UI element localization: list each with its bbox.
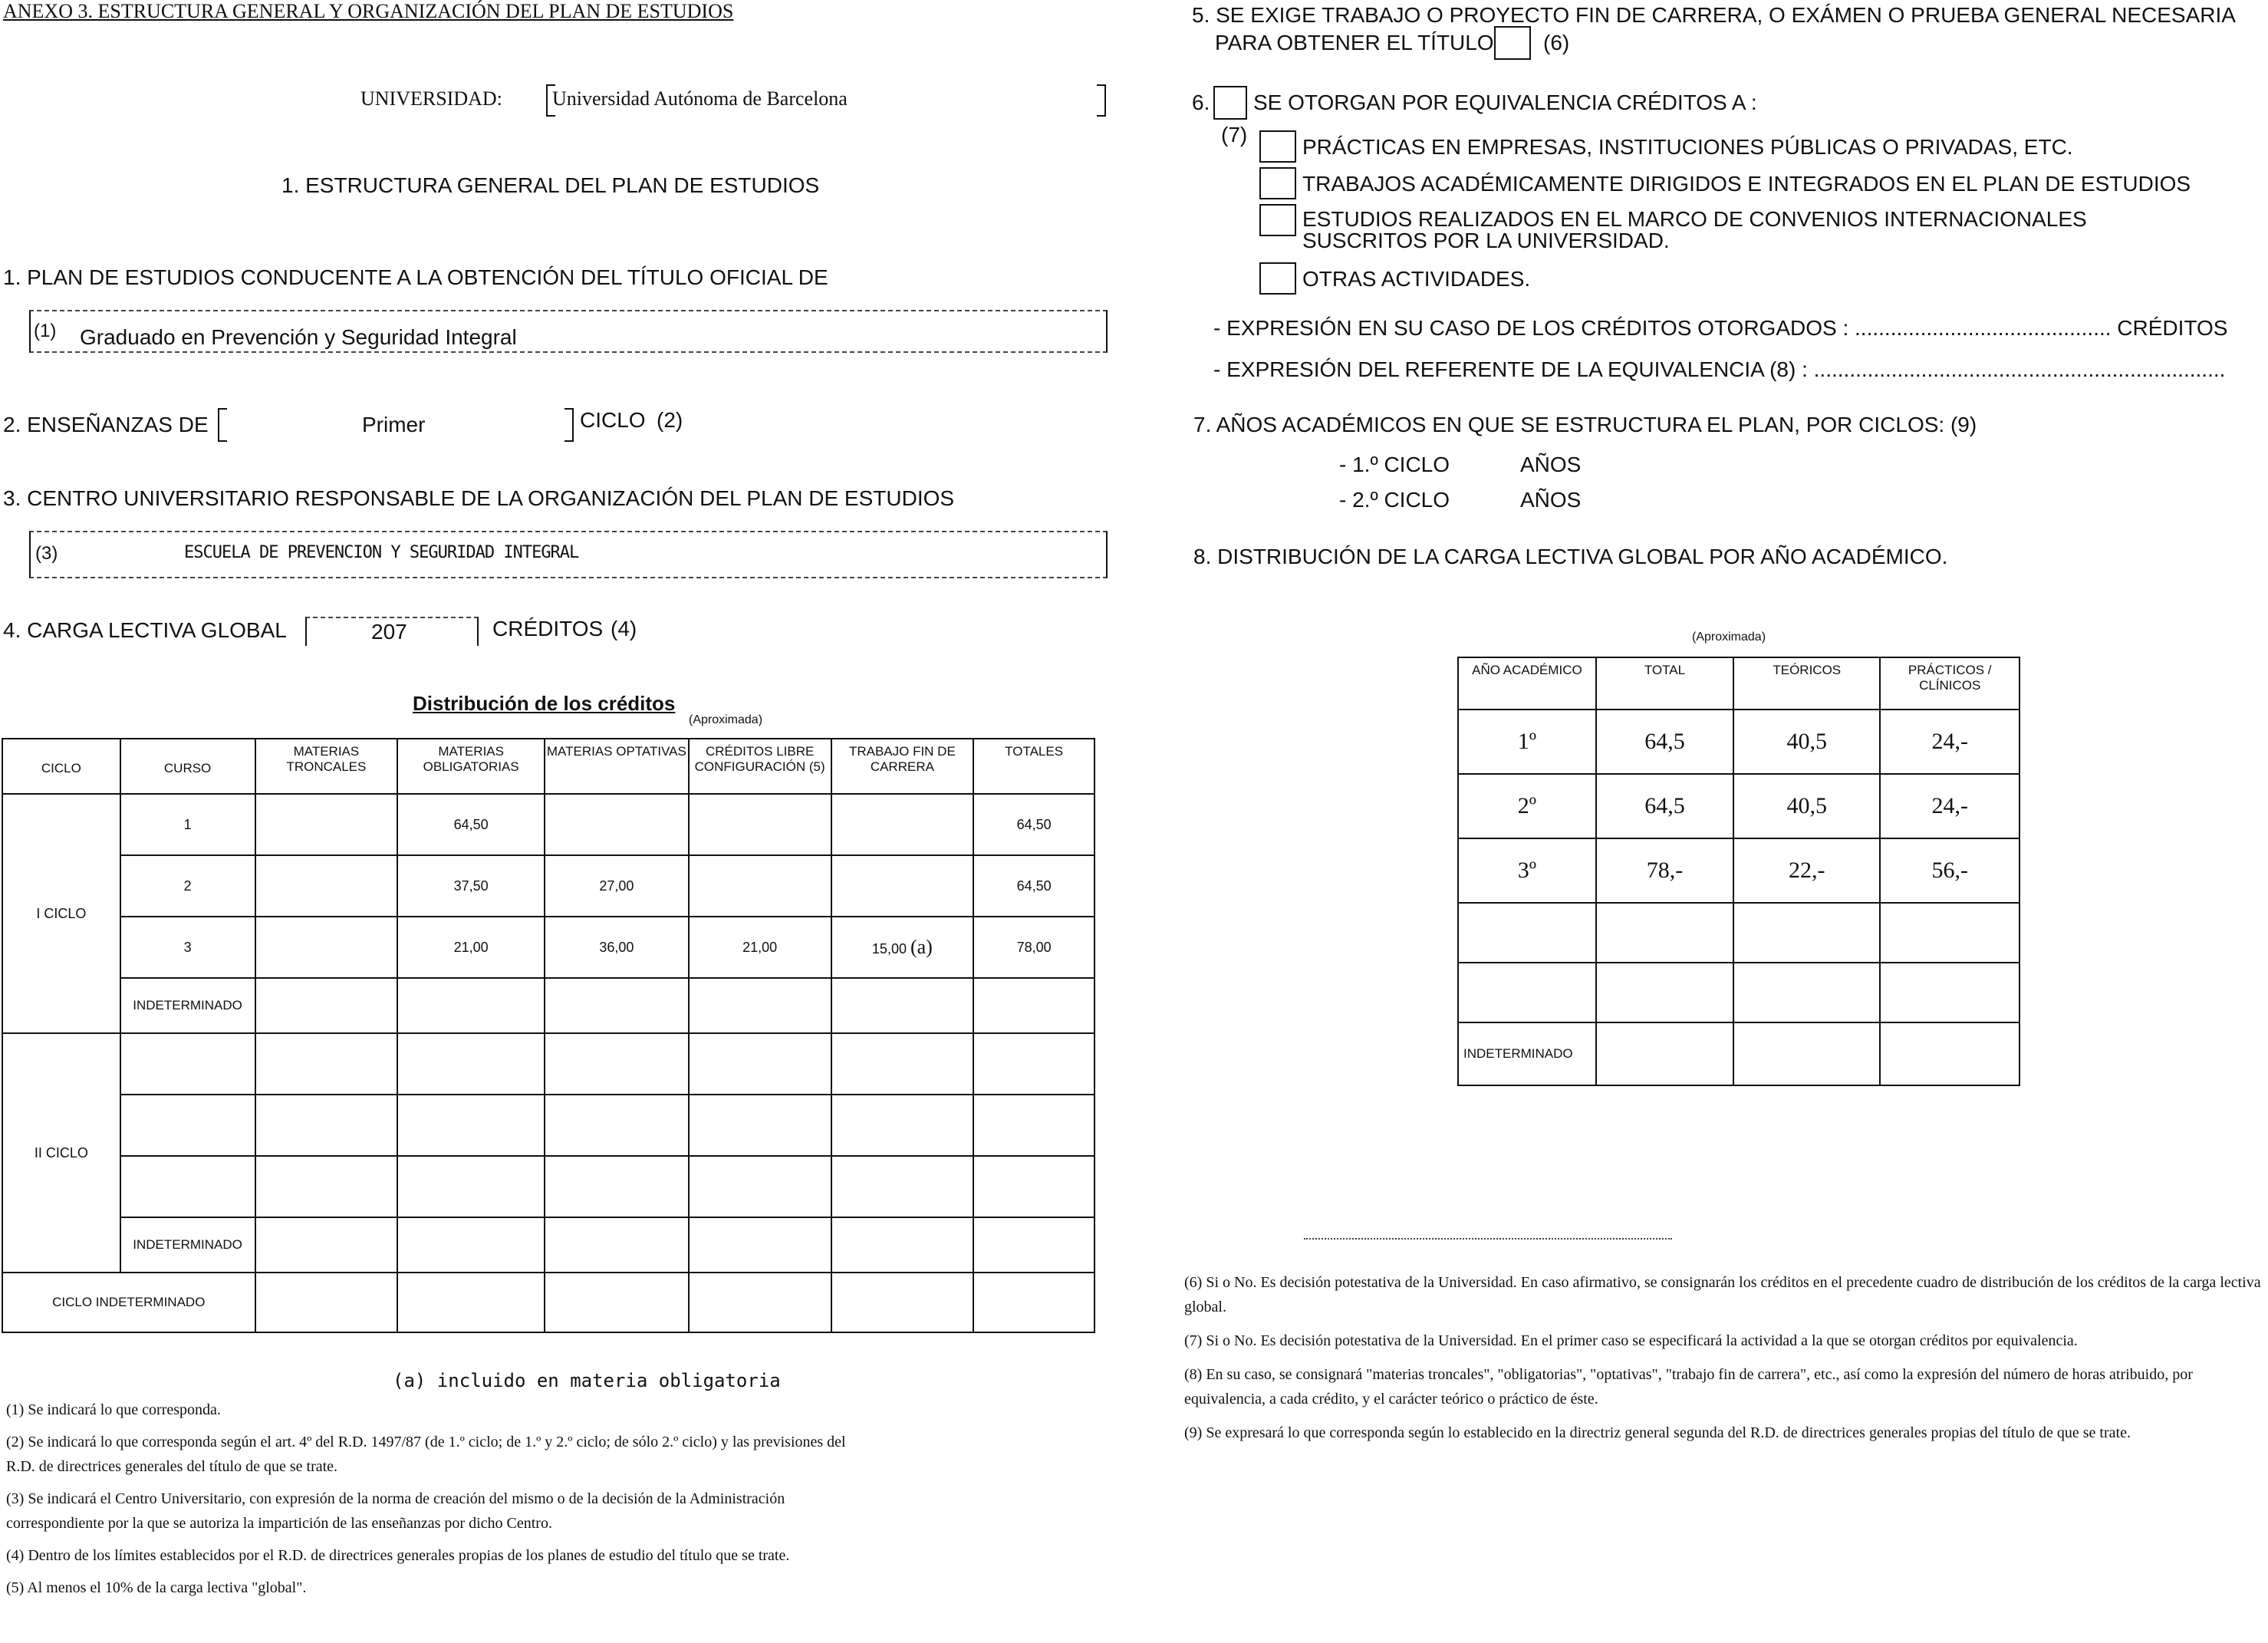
ciclo2-cell: II CICLO (2, 1033, 120, 1273)
divider-line (1304, 1238, 1672, 1240)
expr1: - EXPRESIÓN EN SU CASO DE LOS CRÉDITOS OTORGADOS : ........................................... CRÉDITOS (1213, 316, 2228, 340)
item2-value: Primer (362, 413, 426, 436)
table-row (2, 1033, 1094, 1095)
item5-line2: PARA OBTENER EL TÍTULO (1215, 31, 1494, 54)
item7-label: 7. AÑOS ACADÉMICOS EN QUE SE ESTRUCTURA EL PLAN, POR CICLOS: (9) (1193, 413, 1977, 436)
table-row (1458, 710, 2019, 774)
left-note-3: (3) Se indicará el Centro Universitario, con expresión de la norma de creación del mismo o de la decisión de la Administración correspondiente por la que se autoriza la impartición de las enseñanzas por dicho Centro. (6, 1490, 785, 1532)
trabajo-value: 15,00 (871, 941, 907, 956)
right-note-9: (9) Se expresará lo que corresponda según lo establecido en la directriz general segunda del R.D. de directrices generales propias del título de que se trate. (1184, 1424, 2131, 1441)
right-note-8: (8) En su caso, se consignará "materias troncales", "obligatorias", "optativas", "trabajo fin de carrera", etc., así como la expresión del número de horas atribuido, por equivalencia, a cada crédito, y el carácter teórico o práctico de éste. (1184, 1366, 2193, 1408)
header-libre: CRÉDITOS LIBRE CONFIGURACIÓN (5) (689, 739, 831, 794)
right-note-7: (7) Si o No. Es decisión potestativa de la Universidad. En el primer caso se especificará la actividad a la que se otorgan créditos por equivalencia. (1184, 1332, 2078, 1349)
dist-table-title: Distribución de los créditos (413, 692, 676, 715)
total-cell: 64,5 (1596, 774, 1733, 838)
item5-checkbox[interactable] (1494, 26, 1531, 60)
trabajo-note-mark: (a) (910, 936, 933, 958)
item7-c1: - 1.º CICLO (1339, 453, 1450, 476)
item2-box-right (565, 408, 574, 442)
troncales-cell (255, 855, 398, 917)
item7-c2: - 2.º CICLO (1339, 488, 1450, 512)
university-value: Universidad Autónoma de Barcelona (552, 87, 848, 110)
right-notes (1184, 1270, 2261, 1445)
item3-value: ESCUELA DE PREVENCION Y SEGURIDAD INTEGRAL (184, 543, 579, 562)
ciclo-indet-cell: CICLO INDETERMINADO (2, 1273, 255, 1332)
item4-label: 4. CARGA LECTIVA GLOBAL (3, 618, 287, 642)
header-curso: CURSO (120, 739, 255, 794)
option2-checkbox[interactable] (1259, 167, 1296, 199)
header-total: TOTAL (1596, 657, 1733, 710)
table-row (2, 917, 1094, 978)
table-row (2, 1095, 1094, 1156)
year-cell: 1º (1458, 710, 1596, 774)
header-optativas: MATERIAS OPTATIVAS (545, 739, 689, 794)
header-troncales: MATERIAS TRONCALES (255, 739, 398, 794)
trabajo-cell (831, 794, 974, 855)
item4-ref: (4) (611, 617, 637, 640)
item3-ref: (3) (35, 543, 58, 564)
option3-checkbox[interactable] (1259, 204, 1296, 236)
item7-c1-years: AÑOS (1520, 453, 1582, 476)
left-note-1: (1) Se indicará lo que corresponda. (6, 1401, 221, 1418)
option2-label: TRABAJOS ACADÉMICAMENTE DIRIGIDOS E INTEGRADOS EN EL PLAN DE ESTUDIOS (1302, 172, 2191, 196)
table-row (2, 1273, 1094, 1332)
year-cell: 2º (1458, 774, 1596, 838)
header-ciclo: CICLO (2, 739, 120, 794)
left-notes (6, 1398, 873, 1600)
ciclo1-cell: I CICLO (2, 794, 120, 1033)
header-practicos: PRÁCTICOS / CLÍNICOS (1880, 657, 2019, 710)
libre-cell (689, 855, 831, 917)
header-teoricos: TEÓRICOS (1733, 657, 1880, 710)
dist-header-row (2, 739, 1094, 794)
section-title: 1. ESTRUCTURA GENERAL DEL PLAN DE ESTUDIOS (281, 173, 820, 197)
table-row (1458, 838, 2019, 903)
optativas-cell: 27,00 (545, 855, 689, 917)
table-row (1458, 774, 2019, 838)
item1-label: 1. PLAN DE ESTUDIOS CONDUCENTE A LA OBTENCIÓN DEL TÍTULO OFICIAL DE (3, 265, 828, 289)
teoricos-cell: 40,5 (1733, 774, 1880, 838)
dist-footnote: (a) incluido en materia obligatoria (393, 1370, 781, 1391)
expr2: - EXPRESIÓN DEL REFERENTE DE LA EQUIVALENCIA (8) : ..................................................................... (1213, 357, 2226, 381)
total-cell: 64,5 (1596, 710, 1733, 774)
table-row (1458, 963, 2019, 1022)
optativas-cell: 36,00 (545, 917, 689, 978)
table-row (2, 1156, 1094, 1217)
item3-label: 3. CENTRO UNIVERSITARIO RESPONSABLE DE LA ORGANIZACIÓN DEL PLAN DE ESTUDIOS (3, 486, 955, 510)
table-row (2, 1217, 1094, 1273)
item6-ref: (7) (1221, 123, 1248, 147)
item1-value: Graduado en Prevención y Seguridad Integral (80, 325, 517, 349)
option4-checkbox[interactable] (1259, 262, 1296, 295)
trabajo-cell (831, 855, 974, 917)
header-trabajo: TRABAJO FIN DE CARRERA (831, 739, 974, 794)
option1-label: PRÁCTICAS EN EMPRESAS, INSTITUCIONES PÚBLICAS O PRIVADAS, ETC. (1302, 135, 2073, 159)
obligatorias-cell: 37,50 (397, 855, 545, 917)
totales-cell: 64,50 (973, 855, 1094, 917)
trabajo-cell (831, 917, 974, 978)
item6-checkbox[interactable] (1213, 86, 1247, 120)
table-row (2, 978, 1094, 1033)
option4-label: OTRAS ACTIVIDADES. (1302, 267, 1531, 291)
item6-prefix: 6. (1192, 91, 1210, 114)
item5-line1: 5. SE EXIGE TRABAJO O PROYECTO FIN DE CARRERA, O EXÁMEN O PRUEBA GENERAL NECESARIA (1192, 3, 2236, 27)
indet-cell-2: INDETERMINADO (120, 1217, 255, 1273)
practicos-cell: 56,- (1880, 838, 2019, 903)
dist-table-subtitle: (Aproximada) (689, 713, 763, 726)
practicos-cell: 24,- (1880, 710, 2019, 774)
left-note-2: (2) Se indicará lo que corresponda según el art. 4º del R.D. 1497/87 (de 1.º ciclo; de 1.º y 2.º ciclo; de sólo 2.º ciclo) y las previsiones del R.D. de directrices generales del título de que se trate. (6, 1434, 846, 1475)
item8-label: 8. DISTRIBUCIÓN DE LA CARGA LECTIVA GLOBAL POR AÑO ACADÉMICO. (1193, 545, 1948, 568)
item2-box-left (218, 408, 227, 442)
item2-label: 2. ENSEÑANZAS DE (3, 413, 209, 436)
right-note-6: (6) Si o No. Es decisión potestativa de la Universidad. En caso afirmativo, se consignarán los créditos en el precedente cuadro de distribución de los créditos de la carga lectiva global. (1184, 1274, 2261, 1315)
year-cell: 3º (1458, 838, 1596, 903)
university-label: UNIVERSIDAD: (360, 87, 502, 110)
year-indet-cell: INDETERMINADO (1458, 1022, 1596, 1085)
item1-ref: (1) (34, 321, 57, 341)
optativas-cell (545, 794, 689, 855)
header-year: AÑO ACADÉMICO (1458, 657, 1596, 710)
totales-cell: 78,00 (973, 917, 1094, 978)
totales-cell: 64,50 (973, 794, 1094, 855)
item7-c2-years: AÑOS (1520, 488, 1582, 512)
left-note-4: (4) Dentro de los límites establecidos por el R.D. de directrices generales propias de los planes de estudio del título que se trate. (6, 1547, 790, 1564)
obligatorias-cell: 21,00 (397, 917, 545, 978)
item4-suffix: CRÉDITOS (492, 617, 604, 640)
item5-ref: (6) (1543, 31, 1570, 54)
item2-ref: (2) (657, 408, 683, 432)
header-totales: TOTALES (973, 739, 1094, 794)
troncales-cell (255, 917, 398, 978)
university-box-right (1097, 84, 1106, 117)
teoricos-cell: 22,- (1733, 838, 1880, 903)
item6-label: SE OTORGAN POR EQUIVALENCIA CRÉDITOS A : (1253, 91, 1757, 114)
table-row (2, 855, 1094, 917)
option3-label: ESTUDIOS REALIZADOS EN EL MARCO DE CONVENIOS INTERNACIONALES SUSCRITOS POR LA UNIVERSIDAD. (1302, 207, 2087, 252)
year-table (1457, 657, 2020, 1086)
table-row (1458, 903, 2019, 963)
troncales-cell (255, 794, 398, 855)
practicos-cell: 24,- (1880, 774, 2019, 838)
total-cell: 78,- (1596, 838, 1733, 903)
option1-checkbox[interactable] (1259, 130, 1296, 163)
table-row (2, 794, 1094, 855)
left-note-5: (5) Al menos el 10% de la carga lectiva "global". (6, 1579, 307, 1596)
curso-cell: 3 (120, 917, 255, 978)
curso-cell: 2 (120, 855, 255, 917)
curso-cell: 1 (120, 794, 255, 855)
year-table-subtitle: (Aproximada) (1692, 631, 1766, 644)
libre-cell: 21,00 (689, 917, 831, 978)
indet-cell: INDETERMINADO (120, 978, 255, 1033)
year-header-row (1458, 657, 2019, 710)
teoricos-cell: 40,5 (1733, 710, 1880, 774)
item4-value: 207 (371, 620, 407, 644)
obligatorias-cell: 64,50 (397, 794, 545, 855)
table-row (1458, 1022, 2019, 1085)
header-obligatorias: MATERIAS OBLIGATORIAS (397, 739, 545, 794)
libre-cell (689, 794, 831, 855)
item2-suffix: CICLO (580, 408, 646, 432)
distribution-table (2, 738, 1095, 1333)
annex-title: ANEXO 3. ESTRUCTURA GENERAL Y ORGANIZACIÓN DEL PLAN DE ESTUDIOS (3, 0, 734, 22)
